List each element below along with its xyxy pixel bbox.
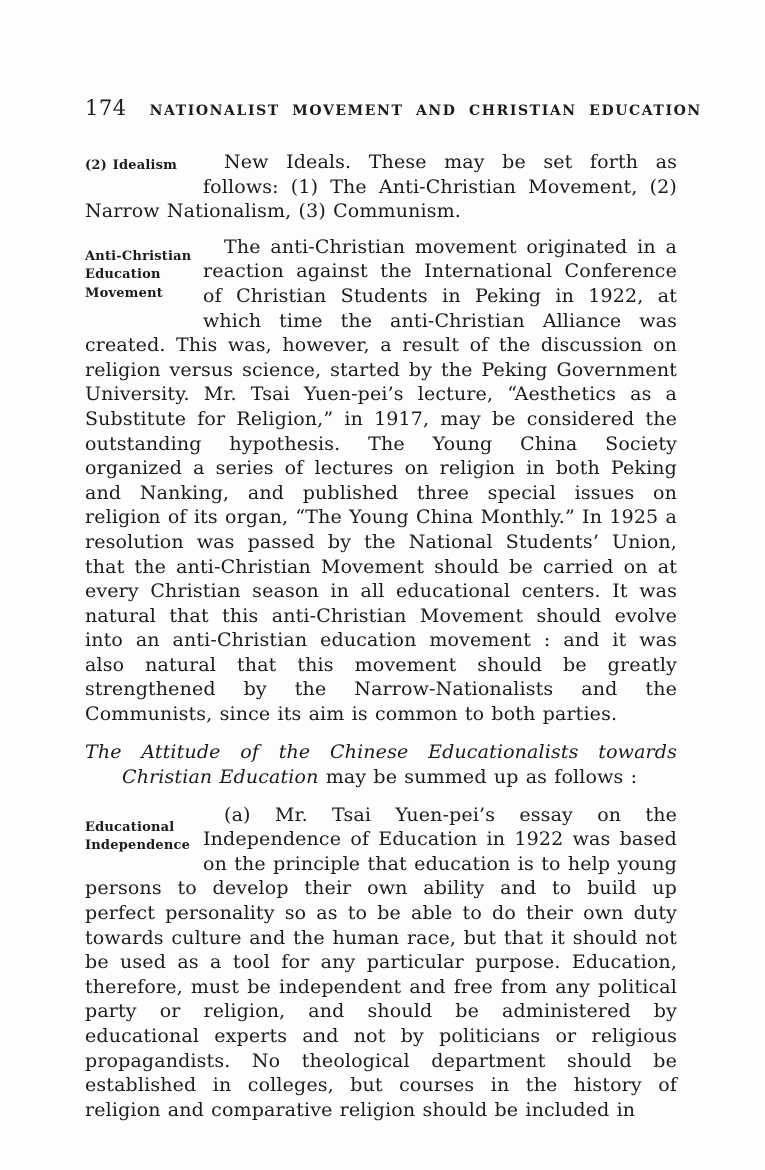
- section-heading-roman-part: may be summed up as follows :: [325, 765, 638, 788]
- paragraph-anti-christian-movement: [85, 235, 677, 727]
- running-head: [85, 96, 702, 120]
- section-heading-italic-part: The Attitude of the Chinese Educationalists towards Christian Education: [85, 740, 677, 788]
- sidenote-column: [85, 150, 203, 195]
- sidenote-educational-independence: Educational Independence: [85, 819, 191, 854]
- sidenote-idealism: (2) Idealism: [85, 158, 178, 173]
- section-heading-attitude: [85, 740, 677, 790]
- paragraph-new-ideals: [85, 150, 677, 224]
- paragraph-text-educational-independence: (a) Mr. Tsai Yuen-pei’s essay on the Independence of Education in 1922 was based on the principle that education is to help young persons to develop their own ability and to build up perfect personality so as to be able to do their own duty towards culture and the human race, but that it should not be used as a tool for any particular purpose. Education, therefore, must be independent and free from any political party or religion, and should be administered by educational experts and not by politicians or religious propagandists. No theological department should be established in colleges, but courses in the history of religion and comparative religion should be included in: [85, 803, 677, 1121]
- paragraph-text-anti-christian-movement: The anti-Christian movement originated in a reaction against the International Conference of Christian Students in Peking in 1922, at which time the anti-Christian Alliance was created. This was, however, a result of the discussion on religion versus science, started by the Peking Government University. Mr. Tsai Yuen-pei’s lecture, “Aesthetics as a Substitute for Religion,” in 1917, may be considered the outstanding hypothesis. The Young China Society organized a series of lectures on religion in both Peking and Nanking, and published three special issues on religion of its organ, “The Young China Monthly.” In 1925 a resolution was passed by the National Students’ Union, that the anti-Christian Movement should be carried on at every Christian season in all educational centers. It was natural that this anti-Christian Movement should evolve into an anti-Christian education movement : and it was also natural that this movement should be greatly strengthened by the Narrow-Nationalists and the Communists, since its aim is common to both parties.: [85, 235, 677, 726]
- sidenote-column: [85, 235, 203, 325]
- paragraph-text-new-ideals: New Ideals. These may be set forth as follows: (1) The Anti-Christian Movement, (2) Narrow Nationalism, (3) Communism.: [85, 151, 677, 223]
- text-block: [85, 0, 702, 1122]
- sidenote-column: [85, 803, 203, 873]
- paragraph-educational-independence: [85, 803, 677, 1123]
- running-title: NATIONALIST MOVEMENT AND CHRISTIAN EDUCATION: [149, 103, 702, 119]
- sidenote-anti-christian-education-movement: Anti-Christian Education Movement: [85, 248, 192, 301]
- page-number: 174: [85, 96, 127, 120]
